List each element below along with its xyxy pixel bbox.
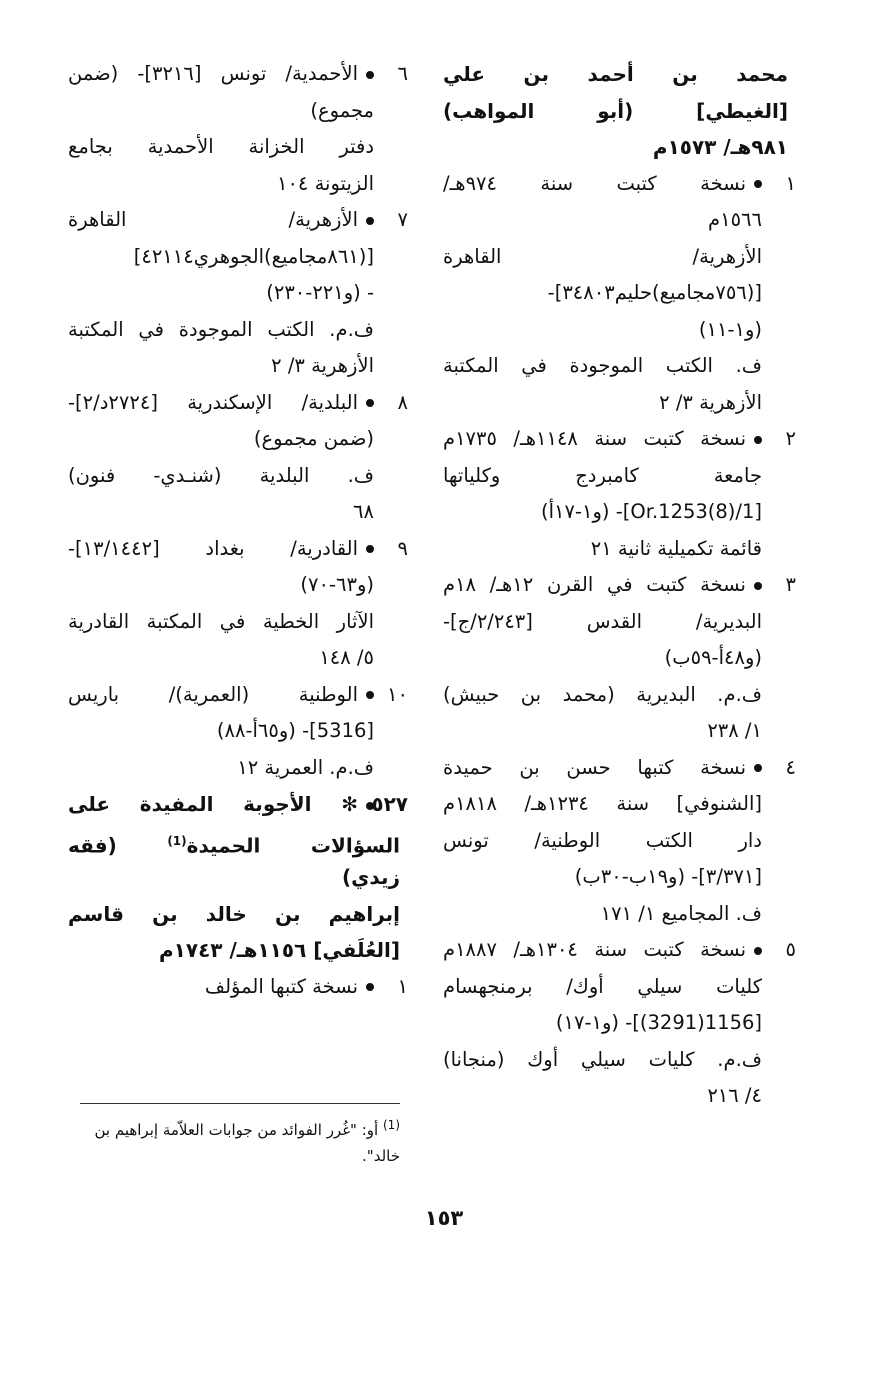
- line-text: ١/ ٢٣٨: [707, 719, 762, 742]
- text-line: [443, 531, 788, 568]
- line-text: ف. المجاميع ١/ ١٧١: [600, 901, 762, 925]
- line-text: السؤالات الحميدة: [186, 833, 400, 858]
- bullet-icon: [754, 180, 762, 188]
- text-line: [443, 93, 788, 130]
- line-text: نسخة كتبت سنة ١١٤٨هـ/ ١٧٣٥م: [443, 427, 746, 450]
- line-text: [1156(3291)]- (و١-١٧): [555, 1011, 762, 1034]
- entry-number: ٢: [785, 427, 796, 450]
- text-line: [443, 969, 788, 1006]
- line-text: [(٨٦١مجاميع)الجوهري٤٢١١٤]: [133, 244, 374, 268]
- line-text: ف. البلدية (شنـدي- فنون): [68, 463, 374, 487]
- text-line: [443, 604, 788, 641]
- bullet-icon: [754, 582, 762, 590]
- entry-number: ١: [397, 974, 408, 998]
- line-text: ٥/ ١٤٨: [319, 646, 374, 669]
- bullet-icon: [754, 436, 762, 444]
- text-line: [443, 202, 788, 239]
- line-text: البلدية/ الإسكندرية [٢٧٢٤د/٢]-: [68, 390, 358, 414]
- text-line: [443, 932, 796, 969]
- text-line: [68, 129, 400, 166]
- text-line: [443, 896, 788, 933]
- footnote-marker: (1): [382, 1118, 400, 1132]
- text-line: [443, 567, 796, 604]
- text-line: [68, 859, 400, 896]
- footnote-reference: (1): [167, 833, 187, 848]
- bullet-icon: [366, 691, 374, 699]
- bullet-icon: [754, 947, 762, 955]
- text-line: [68, 93, 400, 130]
- line-text: زيدي): [341, 865, 400, 889]
- bullet-icon: [366, 545, 374, 553]
- line-text-tail: (فقه: [68, 833, 168, 858]
- bullet-icon: [754, 764, 762, 772]
- line-text: نسخة كتبها حسن بن حميدة: [443, 755, 746, 779]
- text-line: [68, 823, 400, 860]
- page-number: ١٥٣: [424, 1206, 464, 1230]
- text-line: [443, 750, 796, 787]
- text-line: [443, 1005, 788, 1042]
- text-line: [68, 896, 400, 933]
- text-line: [443, 348, 788, 385]
- text-line: [68, 275, 400, 312]
- text-line: [443, 166, 796, 203]
- bullet-icon: [366, 217, 374, 225]
- text-line: [68, 604, 400, 641]
- line-text: (و١-١١): [698, 317, 762, 341]
- text-line: [68, 458, 400, 495]
- text-line: [443, 640, 788, 677]
- line-text: ٤/ ٢١٦: [707, 1084, 762, 1107]
- entry-number: ١: [785, 171, 796, 195]
- line-text: [الشنوفي] سنة ١٢٣٤هـ/ ١٨١٨م: [443, 792, 763, 815]
- text-line: [68, 56, 408, 93]
- entry-number: ٤: [785, 755, 796, 779]
- line-text: جامعة كامبردج وكلياتها: [443, 463, 762, 487]
- line-text: الأزهرية/ القاهرة: [443, 244, 762, 268]
- line-text: ف.م. الكتب الموجودة في المكتبة: [68, 317, 374, 341]
- text-line: [68, 166, 400, 203]
- entry-number: ٣: [785, 573, 796, 596]
- text-line: [443, 494, 788, 531]
- bullet-icon: [366, 983, 374, 991]
- footnote-divider: [80, 1103, 400, 1104]
- text-line: [68, 385, 408, 422]
- text-line: [443, 239, 788, 276]
- line-text: ف.م. البديرية (محمد بن حبيش): [443, 682, 762, 706]
- text-line: [68, 312, 400, 349]
- text-line: [68, 239, 400, 276]
- text-line: [68, 713, 400, 750]
- line-text: ١٥٦٦م: [708, 208, 762, 231]
- line-text: نسخة كتبت في القرن ١٢هـ/ ١٨م: [443, 573, 746, 596]
- line-text: [(٧٥٦مجاميع)حليم٣٤٨٠٣]-: [547, 281, 762, 304]
- text-line: [443, 1042, 788, 1079]
- text-line: [68, 640, 400, 677]
- line-text: الوطنية (العمرية)/ باريس: [68, 682, 358, 706]
- line-text: ✻ الأجوبة المفيدة على: [68, 792, 358, 816]
- text-line: [443, 275, 788, 312]
- line-text: دفتر الخزانة الأحمدية بجامع: [68, 135, 374, 158]
- text-line: [68, 932, 400, 969]
- text-line: [68, 786, 408, 823]
- text-line: [68, 348, 400, 385]
- text-line: [443, 823, 788, 860]
- text-line: [68, 494, 400, 531]
- line-text: محمد بن أحمد بن علي: [443, 62, 788, 86]
- entry-number: ٥: [785, 938, 796, 961]
- text-line: [443, 312, 788, 349]
- line-text: الأزهرية ٣/ ٢: [659, 390, 762, 414]
- text-line: [68, 202, 408, 239]
- text-line: [68, 750, 400, 787]
- entry-number: ٩: [397, 536, 408, 560]
- line-text: البديرية/ القدس [٢/٢٤٣/ج]-: [443, 609, 762, 633]
- text-line: [443, 421, 796, 458]
- bullet-icon: [366, 71, 374, 79]
- line-text: [Or.1253(8)/1]- (و١-١٧أ): [541, 500, 762, 523]
- text-line: [443, 56, 788, 93]
- line-text: إبراهيم بن خالد بن قاسم: [68, 901, 400, 926]
- line-text: نسخة كتبها المؤلف: [204, 974, 358, 998]
- text-line: [68, 677, 408, 714]
- line-text: دار الكتب الوطنية/ تونس: [443, 828, 762, 852]
- line-text: الأحمدية/ تونس [٣٢١٦]- (ضمن: [68, 62, 358, 85]
- footnote-text: أو: "غُرر الفوائد من جوابات العلاّمة إبراهيم بن خالد".: [94, 1121, 400, 1165]
- line-text: ف.م. العمرية ١٢: [237, 755, 374, 779]
- text-line: [68, 969, 408, 1006]
- text-line: [443, 129, 788, 166]
- text-line: [68, 531, 408, 568]
- text-line: [443, 713, 788, 750]
- line-text: قائمة تكميلية ثانية ٢١: [590, 536, 762, 560]
- line-text: ف. الكتب الموجودة في المكتبة: [443, 354, 762, 377]
- text-line: [443, 385, 788, 422]
- entry-number: ٧: [397, 208, 408, 231]
- footnote: [68, 1112, 400, 1169]
- line-text: الزيتونة ١٠٤: [276, 171, 374, 195]
- line-text: القادرية/ بغداد [١٣/١٤٤٢]-: [68, 536, 358, 560]
- entry-number: ١٠: [387, 682, 408, 706]
- line-text: مجموع): [310, 98, 374, 122]
- entry-number: ٥٢٧: [371, 792, 408, 816]
- line-text: (ضمن مجموع): [253, 427, 374, 450]
- bullet-icon: [366, 399, 374, 407]
- line-text: ف.م. كليات سيلي أوك (منجانا): [443, 1047, 762, 1071]
- line-text: [العُلَفي] ١١٥٦هـ/ ١٧٤٣م: [158, 938, 400, 962]
- text-line: [68, 567, 400, 604]
- line-text: الآثار الخطية في المكتبة القادرية: [68, 609, 374, 633]
- text-line: [68, 421, 400, 458]
- line-text: ٩٨١هـ/ ١٥٧٣م: [652, 135, 788, 159]
- line-text: كليات سيلي أوك/ برمنجهسام: [443, 974, 762, 998]
- line-text: [5316]- (و٦٥أ-٨٨): [216, 719, 374, 742]
- line-text: ٦٨: [353, 500, 374, 523]
- left-column: [68, 56, 408, 1005]
- line-text: [الغيطي] (أبو المواهب): [443, 98, 788, 123]
- text-line: [443, 786, 788, 823]
- text-line: [443, 859, 788, 896]
- right-column: [443, 56, 796, 1115]
- line-text: [٣/٣٧١]- (و١٩ب-٣٠ب): [574, 865, 762, 888]
- line-text: (و٤٨أ-٥٩ب): [664, 646, 762, 669]
- line-text: (و٦٣-٧٠): [300, 573, 374, 596]
- line-text: نسخة كتبت سنة ١٣٠٤هـ/ ١٨٨٧م: [443, 938, 746, 961]
- line-text: الأزهرية/ القاهرة: [68, 208, 358, 231]
- text-line: [443, 458, 788, 495]
- entry-number: ٨: [397, 390, 408, 414]
- line-text: الأزهرية ٣/ ٢: [271, 354, 374, 377]
- line-text: - (و٢٢١-٢٣٠): [266, 281, 374, 304]
- entry-number: ٦: [397, 62, 408, 85]
- text-line: [443, 677, 788, 714]
- text-line: [443, 1078, 788, 1115]
- line-text: نسخة كتبت سنة ٩٧٤هـ/: [443, 171, 746, 195]
